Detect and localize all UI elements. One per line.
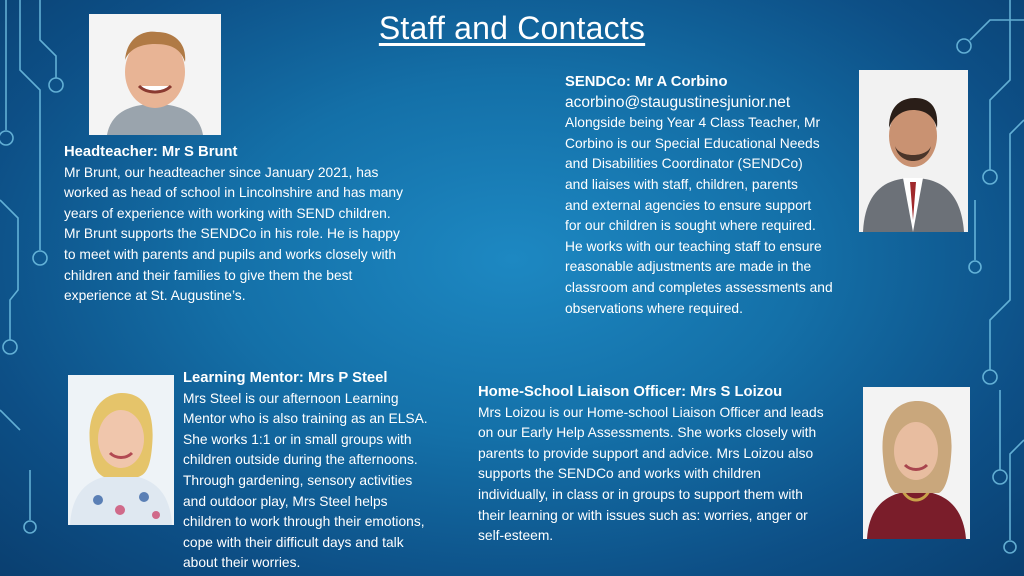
text-line: for our children is sought where required. bbox=[565, 218, 816, 234]
text-line: parents to provide support and advice. Mrs Loizou also bbox=[478, 445, 814, 461]
person-portrait-icon bbox=[863, 387, 970, 539]
text-line: about their worries. bbox=[183, 555, 301, 571]
text-line: experience at St. Augustine’s. bbox=[64, 288, 246, 304]
text-line: supports the SENDCo and works with children bbox=[478, 466, 761, 482]
mentor-section bbox=[183, 368, 463, 574]
sendco-photo bbox=[859, 70, 968, 232]
text-line: children outside during the afternoons. bbox=[183, 452, 418, 468]
text-line: and Disabilities Coordinator (SENDCo) bbox=[565, 156, 803, 172]
text-line: Mr Brunt, our headteacher since January 2021, has bbox=[64, 164, 379, 180]
headteacher-section bbox=[64, 142, 464, 307]
text-line: Corbino is our Special Educational Needs bbox=[565, 135, 820, 151]
page-title: Staff and Contacts bbox=[378, 10, 646, 46]
text-line: children to work through their emotions, bbox=[183, 514, 425, 530]
text-line: Alongside being Year 4 Class Teacher, Mr bbox=[565, 115, 821, 131]
text-line: Mentor who is also training as an ELSA. bbox=[183, 411, 428, 427]
liaison-photo bbox=[863, 387, 970, 539]
text-line: cope with their difficult days and talk bbox=[183, 534, 404, 550]
text-line: and outdoor play, Mrs Steel helps bbox=[183, 493, 388, 509]
text-line: children and their families to give them the best bbox=[64, 267, 353, 283]
text-line: She works 1:1 or in small groups with bbox=[183, 431, 412, 447]
headteacher-heading: Headteacher: Mr S Brunt bbox=[64, 144, 238, 160]
sendco-section bbox=[565, 72, 855, 319]
text-line: He works with our teaching staff to ensure bbox=[565, 238, 822, 254]
person-portrait-icon bbox=[859, 70, 968, 232]
text-line: reasonable adjustments are made in the bbox=[565, 259, 812, 275]
text-line: Through gardening, sensory activities bbox=[183, 472, 413, 488]
text-line: and external agencies to ensure support bbox=[565, 197, 812, 213]
liaison-section bbox=[478, 382, 863, 547]
text-line: years of experience with working with SEND children. bbox=[64, 205, 391, 221]
sendco-heading: SENDCo: Mr A Corbino bbox=[565, 74, 728, 90]
text-line: Mrs Steel is our afternoon Learning bbox=[183, 390, 399, 406]
mentor-heading: Learning Mentor: Mrs P Steel bbox=[183, 370, 388, 386]
person-portrait-icon bbox=[89, 14, 221, 135]
text-line: self-esteem. bbox=[478, 528, 554, 544]
headteacher-photo bbox=[89, 14, 221, 135]
liaison-heading: Home-School Liaison Officer: Mrs S Loizou bbox=[478, 384, 783, 400]
text-line: their learning or with issues such as: worries, anger or bbox=[478, 507, 808, 523]
sendco-email: acorbino@staugustinesjunior.net bbox=[565, 93, 791, 111]
text-line: Mrs Loizou is our Home-school Liaison Officer and leads bbox=[478, 404, 824, 420]
text-line: on our Early Help Assessments. She works closely with bbox=[478, 425, 817, 441]
text-line: observations where required. bbox=[565, 300, 743, 316]
text-line: classroom and completes assessments and bbox=[565, 279, 833, 295]
text-line: and liaises with staff, children, parents bbox=[565, 176, 798, 192]
text-line: Mr Brunt supports the SENDCo in his role. He is happy bbox=[64, 226, 400, 242]
text-line: to meet with parents and pupils and works closely with bbox=[64, 246, 397, 262]
text-line: individually, in class or in groups to support them with bbox=[478, 486, 803, 502]
mentor-photo bbox=[68, 375, 174, 525]
person-portrait-icon bbox=[68, 375, 174, 525]
text-line: worked as head of school in Lincolnshire and has many bbox=[64, 185, 403, 201]
